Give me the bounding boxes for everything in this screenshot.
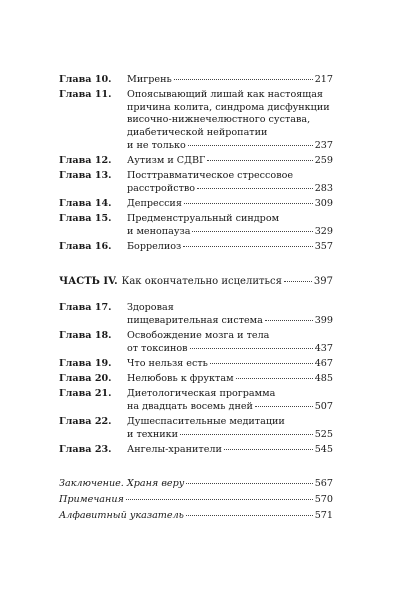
dot-leader — [210, 363, 313, 364]
dot-leader — [190, 348, 313, 349]
endmatter-title: Примечания — [59, 493, 124, 505]
toc-chapter-entry[interactable] — [59, 416, 333, 441]
endmatter-page-number: 570 — [314, 493, 333, 505]
chapter-list-part-3 — [59, 74, 333, 253]
chapter-label: Глава 20. — [59, 373, 112, 385]
toc-chapter-entry[interactable] — [59, 302, 333, 327]
chapter-page-number: 357 — [314, 240, 333, 252]
toc-chapter-entry[interactable] — [59, 373, 333, 386]
chapter-title — [127, 213, 333, 238]
dot-leader — [284, 281, 312, 282]
chapter-title — [127, 358, 333, 371]
chapter-label: Глава 14. — [59, 197, 112, 209]
chapter-title-last-line — [127, 198, 333, 211]
part-page-number: 397 — [313, 276, 333, 288]
chapter-title-text: Аутизм и СДВГ — [127, 154, 206, 166]
chapter-label: Глава 12. — [59, 154, 112, 166]
chapter-title-text: Мигрень — [127, 74, 172, 85]
chapter-page-number: 467 — [314, 357, 333, 369]
chapter-title-line: Диетологическая программа — [127, 388, 276, 400]
toc-chapter-entry[interactable] — [59, 74, 333, 87]
chapter-label: Глава 23. — [59, 443, 112, 455]
endmatter-page-number: 571 — [314, 509, 333, 521]
dot-leader — [186, 515, 313, 516]
chapter-label: Глава 13. — [59, 169, 112, 181]
chapter-page-number: 485 — [314, 373, 333, 385]
chapter-title-line: Освобождение мозга и тела — [127, 330, 270, 342]
chapter-title-text: и не только — [127, 139, 186, 151]
chapter-page-number: 437 — [314, 342, 333, 354]
chapter-label: Глава 11. — [59, 89, 112, 101]
chapter-label: Глава 15. — [59, 212, 112, 224]
chapter-title-line: височно-нижнечелюстного сустава, — [127, 114, 311, 126]
toc-endmatter-entry[interactable] — [59, 510, 333, 523]
chapter-title — [127, 444, 333, 457]
chapter-title-last-line — [127, 373, 333, 386]
chapter-page-number: 545 — [314, 443, 333, 455]
chapter-title — [127, 302, 333, 327]
dot-leader — [183, 246, 312, 247]
chapter-title-text: расстройство — [127, 182, 196, 194]
toc-chapter-entry[interactable] — [59, 89, 333, 152]
chapter-page-number: 259 — [314, 154, 333, 166]
toc-part-heading[interactable] — [59, 275, 333, 288]
chapter-page-number: 217 — [314, 74, 333, 85]
chapter-title-text: на двадцать восемь дней — [127, 400, 253, 412]
dot-leader — [186, 483, 312, 484]
chapter-label: Глава 21. — [59, 388, 112, 400]
dot-leader — [174, 79, 313, 80]
endmatter-page-number: 567 — [314, 478, 333, 490]
dot-leader — [180, 434, 313, 435]
chapter-title — [127, 416, 333, 441]
toc-chapter-entry[interactable] — [59, 330, 333, 355]
chapter-label: Глава 16. — [59, 240, 112, 252]
chapter-label: Глава 18. — [59, 330, 112, 342]
chapter-title — [127, 155, 333, 168]
dot-leader — [188, 145, 313, 146]
chapter-title-line: Посттравматическое стрессовое — [127, 169, 294, 181]
chapter-title — [127, 74, 333, 87]
chapter-title — [127, 330, 333, 355]
chapter-label: Глава 10. — [59, 74, 112, 85]
toc-chapter-entry[interactable] — [59, 170, 333, 195]
part-title: Как окончательно исцелиться — [121, 276, 282, 288]
chapter-title-text: и менопауза — [127, 225, 191, 237]
chapter-title-text: Боррелиоз — [127, 240, 182, 252]
chapter-title-line: Опоясывающий лишай как настоящая — [127, 89, 323, 101]
chapter-title — [127, 388, 333, 413]
toc-chapter-entry[interactable] — [59, 388, 333, 413]
chapter-title-text: Что нельзя есть — [127, 357, 208, 369]
dot-leader — [255, 406, 313, 407]
table-of-contents — [59, 74, 333, 525]
chapter-title-last-line — [127, 358, 333, 371]
chapter-title — [127, 170, 333, 195]
dot-leader — [207, 160, 312, 161]
dot-leader — [224, 449, 313, 450]
chapter-title-line: диабетической нейропатии — [127, 126, 268, 138]
dot-leader — [184, 203, 313, 204]
chapter-title-last-line — [127, 315, 333, 328]
chapter-page-number: 283 — [314, 182, 333, 194]
chapter-page-number: 237 — [314, 139, 333, 151]
chapter-title-line: Предменструальный синдром — [127, 212, 280, 224]
chapter-title-line: Здоровая — [127, 302, 174, 314]
chapter-title-last-line — [127, 183, 333, 196]
part-label: ЧАСТЬ IV. — [59, 276, 118, 288]
chapter-label: Глава 17. — [59, 302, 112, 314]
chapter-title-line: причина колита, синдрома дисфункции — [127, 101, 330, 113]
chapter-title-last-line — [127, 401, 333, 414]
chapter-title-last-line — [127, 343, 333, 356]
toc-endmatter-entry[interactable] — [59, 478, 333, 491]
chapter-page-number: 525 — [314, 428, 333, 440]
chapter-page-number: 507 — [314, 400, 333, 412]
toc-endmatter-entry[interactable] — [59, 494, 333, 507]
chapter-title-last-line — [127, 444, 333, 457]
toc-chapter-entry[interactable] — [59, 241, 333, 254]
dot-leader — [236, 378, 313, 379]
chapter-title-text: Депрессия — [127, 197, 182, 209]
chapter-page-number: 309 — [314, 197, 333, 209]
toc-chapter-entry[interactable] — [59, 198, 333, 211]
chapter-title-text: Нелюбовь к фруктам — [127, 373, 234, 385]
chapter-title-line: Душеспасительные медитации — [127, 416, 285, 427]
chapter-page-number: 399 — [314, 314, 333, 326]
toc-chapter-entry[interactable] — [59, 444, 333, 457]
chapter-title-last-line — [127, 74, 333, 87]
chapter-title-last-line — [127, 140, 333, 153]
chapter-title-text: от токсинов — [127, 342, 188, 354]
dot-leader — [192, 231, 312, 232]
chapter-title-text: и техники — [127, 428, 179, 440]
chapter-title — [127, 241, 333, 254]
dot-leader — [197, 188, 313, 189]
toc-chapter-entry[interactable] — [59, 358, 333, 371]
toc-chapter-entry[interactable] — [59, 155, 333, 168]
dot-leader — [126, 499, 313, 500]
chapter-list-part-4 — [59, 302, 333, 456]
chapter-title-last-line — [127, 241, 333, 254]
chapter-title-last-line — [127, 429, 333, 442]
chapter-label: Глава 19. — [59, 357, 112, 369]
endmatter-list — [59, 478, 333, 522]
chapter-title-text: Ангелы-хранители — [127, 443, 222, 455]
chapter-page-number: 329 — [314, 225, 333, 237]
chapter-title — [127, 373, 333, 386]
chapter-title-last-line — [127, 226, 333, 239]
endmatter-title: Заключение. Храня веру — [59, 478, 185, 490]
chapter-title-last-line — [127, 155, 333, 168]
chapter-title-text: пищеварительная система — [127, 314, 263, 326]
chapter-label: Глава 22. — [59, 416, 112, 427]
endmatter-title: Алфавитный указатель — [59, 509, 184, 521]
toc-chapter-entry[interactable] — [59, 213, 333, 238]
chapter-title — [127, 89, 333, 152]
dot-leader — [265, 320, 313, 321]
chapter-title — [127, 198, 333, 211]
